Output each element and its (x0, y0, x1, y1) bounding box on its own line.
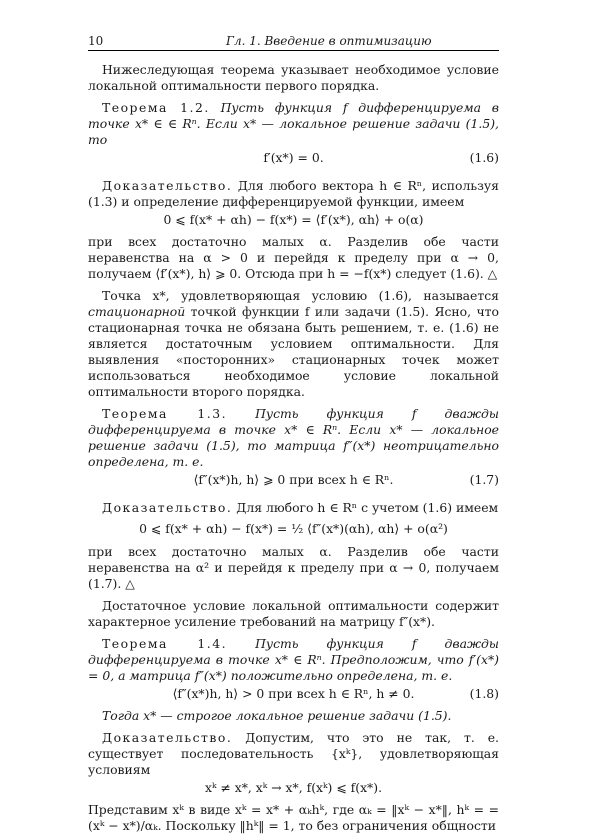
proof-2-continuation: при всех достаточно малых α. Разделив обе части неравенства на α² и перейдя к пределу при α → 0, получаем (1.7). △ (88, 544, 499, 591)
theorem-statement: Пусть функция f дважды дифференцируема в точке x* ∈ Rⁿ. Если x* — локальное решение задачи (1.5), то матрица f″(x*) неотрицательно определена, т. е. (88, 406, 499, 469)
running-title: Гл. 1. Введение в оптимизацию (226, 34, 432, 48)
proof-3 (88, 730, 499, 778)
theorem-label: Теорема 1.2. (102, 100, 210, 115)
sufficient-condition-paragraph: Достаточное условие локальной оптимальности содержит характерное усиление требований на матрицу f″(x*). (88, 598, 499, 629)
proof-2 (88, 500, 499, 516)
equation-body: ⟨f″(x*)h, h⟩ ⩾ 0 при всех h ∈ Rⁿ. (193, 472, 394, 487)
equation-body: ⟨f″(x*)h, h⟩ > 0 при всех h ∈ Rⁿ, h ≠ 0. (172, 686, 415, 701)
equation-1-7 (88, 472, 499, 492)
theorem-label: Теорема 1.3. (102, 406, 228, 421)
sequence-conditions (88, 780, 499, 800)
equation-body: f′(x*) = 0. (263, 150, 324, 165)
header-rule (88, 50, 499, 51)
equation-1-8 (88, 686, 499, 706)
equation-body: 0 ⩽ f(x* + αh) − f(x*) = ⟨f′(x*), αh⟩ + o(α) (163, 212, 424, 227)
theorem-1-2 (88, 100, 499, 148)
theorem-1-4 (88, 636, 499, 684)
text-part: точкой функции f или задачи (1.5). Ясно, что стационарная точка не обязана быть решением, т. е. (1.6) не является достаточным условием оптимальности. Для выявления «посторонних» стационарных точек может использоваться необходимое условие локальной оптимальности второго порядка. (88, 304, 499, 399)
proof-text: Для любого вектора h ∈ Rⁿ, используя (1.3) и определение дифференцируемой функции, имеем (88, 178, 499, 209)
proof-label: Доказательство. (102, 500, 233, 515)
term-stationary: стационарной (88, 304, 186, 319)
proof-text: Для любого h ∈ Rⁿ с учетом (1.6) имеем (236, 500, 499, 515)
inequality-second-order (88, 518, 499, 542)
intro-paragraph: Нижеследующая теорема указывает необходимое условие локальной оптимальности первого порядка. (88, 62, 499, 93)
running-header (88, 33, 498, 49)
proof-label: Доказательство. (102, 178, 233, 193)
proof-1 (88, 178, 499, 210)
theorem-statement: Пусть функция f дифференцируема в точке x* ∈ ∈ Rⁿ. Если x* — локальное решение задачи (1.5), то (88, 100, 499, 147)
equation-number: (1.6) (469, 150, 499, 165)
equation-body: 0 ⩽ f(x* + αh) − f(x*) = ½ ⟨f″(x*)(αh), αh⟩ + o(α²) (139, 521, 448, 536)
text-part: Точка x*, удовлетворяющая условию (1.6), называется (102, 288, 499, 303)
theorem-label: Теорема 1.4. (102, 636, 228, 651)
last-paragraph: Представим xᵏ в виде xᵏ = x* + αₖhᵏ, где αₖ = ‖xᵏ − x*‖, hᵏ = = (xᵏ − x*)/αₖ. Поскольку ‖hᵏ‖ = 1, то без ограничения общности (88, 802, 499, 833)
inequality-first-order (88, 212, 499, 232)
equation-body: xᵏ ≠ x*, xᵏ → x*, f(xᵏ) ⩽ f(x*). (204, 780, 383, 795)
proof-text: Допустим, что это не так, т. е. существует последовательность {xᵏ}, удовлетворяющая условиям (88, 730, 499, 777)
equation-1-6 (88, 150, 499, 170)
theorem-statement: Пусть функция f дважды дифференцируема в точке x* ∈ Rⁿ. Предположим, что f′(x*) = 0, а матрица f″(x*) положительно определена, т. е. (88, 636, 499, 683)
theorem-1-3 (88, 406, 499, 470)
proof-label: Доказательство. (102, 730, 233, 745)
theorem-conclusion: Тогда x* — строгое локальное решение задачи (1.5). (102, 708, 452, 723)
page-body (88, 62, 499, 834)
proof-1-continuation: при всех достаточно малых α. Разделив обе части неравенства на α > 0 и перейдя к пределу при α → 0, получаем ⟨f′(x*), h⟩ ⩾ 0. Отсюда при h = −f(x*) следует (1.6). △ (88, 234, 499, 281)
page-number: 10 (88, 34, 104, 48)
theorem-1-4-conclusion (88, 708, 499, 724)
equation-number: (1.7) (469, 472, 499, 487)
equation-number: (1.8) (469, 686, 499, 701)
stationary-point-paragraph (88, 288, 499, 400)
